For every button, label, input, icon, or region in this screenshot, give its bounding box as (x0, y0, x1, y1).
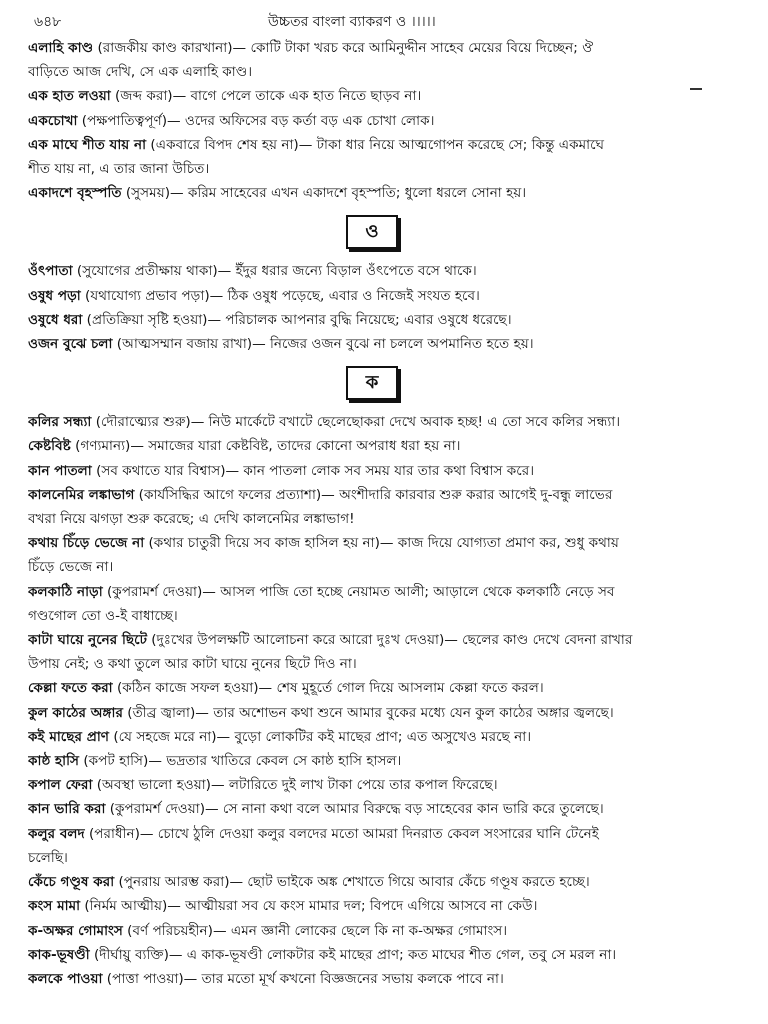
idiom-continuation: গণ্ডগোল তো ও-ই বাধাচ্ছে। (28, 607, 178, 624)
idiom-meaning-example: (যে সহজে মরে না)— বুড়ো লোকটির কই মাছের প্রাণ; এত অসুখেও মরছে না। (109, 728, 532, 745)
idiom-term: কাষ্ঠ হাসি (28, 753, 79, 770)
idiom-meaning-example: (তীব্র জ্বালা)— তার অশোভন কথা শুনে আমার বুকের মধ্যে যেন কুল কাঠের অঙ্গার জ্বলছে। (122, 704, 614, 721)
idiom-term: ওজন বুঝে চলা (28, 336, 113, 353)
idiom-entry (28, 332, 756, 356)
idiom-entry (28, 580, 756, 604)
idiom-entry (28, 822, 756, 846)
idiom-term: কেষ্টবিষ্ট (28, 438, 71, 455)
idiom-term: কালনেমির লঙ্কাভাগ (28, 486, 135, 503)
idiom-entry (28, 410, 756, 434)
section-letter-box (28, 356, 756, 410)
idiom-list (28, 36, 756, 991)
idiom-entry (28, 725, 756, 749)
idiom-term: কলকে পাওয়া (28, 970, 103, 987)
idiom-term: কলকাঠি নাড়া (28, 583, 103, 600)
idiom-entry (28, 894, 756, 918)
idiom-entry (28, 943, 756, 967)
page-header (0, 0, 768, 30)
idiom-continuation: বাড়িতে আজ দেখি, সে এক এলাহি কাণ্ড। (28, 64, 253, 81)
idiom-meaning-example: (কপট হাসি)— ভদ্রতার খাতিরে কেবল সে কাষ্ঠ হাসি হাসল। (79, 753, 402, 770)
idiom-continuation: বখরা নিয়ে ঝগড়া শুরু করেছে; এ দেখি কালনেমির লঙ্কাভাগ! (28, 511, 355, 528)
section-letter: ক (346, 366, 398, 400)
idiom-entry (28, 109, 756, 133)
idiom-meaning-example: (প্রতিক্রিয়া সৃষ্টি হওয়া)— পরিচালক আপনার বুদ্ধি নিয়েছে; এবার ওষুধে ধরেছে। (82, 311, 512, 328)
idiom-entry (28, 797, 756, 821)
idiom-continuation: উপায় নেই; ও কথা তুলে আর কাটা ঘায়ে নুনের ছিটে দিও না। (28, 656, 357, 673)
section-letter: ও (346, 215, 398, 249)
idiom-term: একচোখা (28, 112, 78, 129)
page-number: ৬৪৮ (34, 14, 62, 30)
idiom-meaning-example: (সুযোগের প্রতীক্ষায় থাকা)— ইঁদুর ধরার জন্যে বিড়াল ওঁৎপেতে বসে থাকে। (72, 263, 477, 280)
idiom-entry (28, 181, 756, 205)
idiom-term: কথায় চিঁড়ে ভেজে না (28, 535, 145, 552)
idiom-entry (28, 870, 756, 894)
idiom-entry (28, 133, 756, 157)
idiom-entry (28, 967, 756, 991)
idiom-term: কুল কাঠের অঙ্গার (28, 704, 123, 721)
idiom-term: কাটা ঘায়ে নুনের ছিটে (28, 632, 147, 649)
idiom-term: কলির সন্ধ্যা (28, 414, 92, 431)
idiom-meaning-example: (পুনরায় আরম্ভ করা)— ছোট ভাইকে অঙ্ক শেখাতে গিয়ে আবার কেঁচে গণ্ডূষ করতে হচ্ছে। (114, 874, 590, 891)
idiom-entry (28, 483, 756, 507)
idiom-meaning-example: (নির্মম আত্মীয়)— আত্মীয়রা সব যে কংস মামার দল; বিপদে এগিয়ে আসবে না কেউ। (80, 898, 538, 915)
idiom-term: কেঁচে গণ্ডূষ করা (28, 874, 115, 891)
idiom-entry (28, 84, 756, 108)
idiom-term: ক-অক্ষর গোমাংস (28, 922, 123, 939)
idiom-entry (28, 434, 756, 458)
idiom-entry (28, 749, 756, 773)
idiom-meaning-example: (কুপরামর্শ দেওয়া)— আসল পাজি তো হচ্ছে নেয়ামত আলী; আড়ালে থেকে কলকাঠি নেড়ে সব (102, 583, 615, 600)
idiom-meaning-example: (জব্দ করা)— বাগে পেলে তাকে এক হাত নিতে ছাড়ব না। (110, 88, 422, 105)
idiom-meaning-example: (কথার চাতুরী দিয়ে সব কাজ হাসিল হয় না)— কাজ দিয়ে যোগ্যতা প্রমাণ কর, শুধু কথায় (144, 535, 619, 552)
idiom-continuation: শীত যায় না, এ তার জানা উচিত। (28, 161, 210, 178)
idiom-entry (28, 628, 756, 652)
idiom-meaning-example: (পরাধীন)— চোখে ঠুলি দেওয়া কলুর বলদের মতো আমরা দিনরাত কেবল সংসারের ঘানি টেনেই (84, 825, 599, 842)
idiom-continuation: চিঁড়ে ভেজে না। (28, 559, 114, 576)
idiom-term: কলুর বলদ (28, 825, 85, 842)
idiom-meaning-example: (অবস্থা ভালো হওয়া)— লটারিতে দুই লাখ টাকা পেয়ে তার কপাল ফিরেছে। (92, 777, 498, 794)
idiom-meaning-example: (সুসময়)— করিম সাহেবের এখন একাদশে বৃহস্পতি; ধুলো ধরলে সোনা হয়। (121, 185, 527, 202)
idiom-term: এক মাঘে শীত যায় না (28, 136, 147, 153)
idiom-continuation: চলেছি। (28, 849, 68, 866)
idiom-meaning-example: (একবারে বিপদ শেষ হয় না)— টাকা ধার নিয়ে আত্মগোপন করেছে সে; কিন্তু একমাঘে (146, 136, 604, 153)
idiom-entry (28, 919, 756, 943)
idiom-meaning-example: (রাজকীয় কাণ্ড কারখানা)— কোটি টাকা খরচ করে আমিনুদ্দীন সাহেব মেয়ের বিয়ে দিচ্ছেন; ঔ (93, 40, 594, 56)
idiom-entry (28, 676, 756, 700)
idiom-meaning-example: (পক্ষপাতিত্বপূর্ণ)— ওদের অফিসের বড় কর্তা বড় এক চোখা লোক। (77, 112, 435, 129)
idiom-term: কান ভারি করা (28, 801, 106, 818)
idiom-term: কেল্লা ফতে করা (28, 680, 113, 697)
idiom-entry (28, 308, 756, 332)
idiom-term: এলাহি কাণ্ড (28, 40, 94, 56)
idiom-term: এক হাত লওয়া (28, 88, 111, 105)
idiom-meaning-example: (কুপরামর্শ দেওয়া)— সে নানা কথা বলে আমার বিরুদ্ধে বড় সাহেবের কান ভারি করে তুলেছে। (105, 801, 604, 818)
idiom-term: ওষুধ পড়া (28, 287, 81, 304)
idiom-term: ওষুধে ধরা (28, 311, 83, 328)
idiom-meaning-example: (কার্যসিদ্ধির আগে ফলের প্রত্যাশা)— অংশীদারি কারবার শুরু করার আগেই দু-বন্ধু লাভের (134, 486, 613, 503)
section-letter-box (28, 205, 756, 259)
idiom-meaning-example: (দীর্ঘায়ু ব্যক্তি)— এ কাক-ভূষণ্ডী লোকটার কই মাছের প্রাণ; কত মাঘের শীত গেল, তবু সে মরল না। (89, 946, 617, 963)
idiom-term: কপাল ফেরা (28, 777, 93, 794)
running-title: উচ্চতর বাংলা ব্যাকরণ ও ।।।।। (268, 14, 436, 30)
idiom-meaning-example: (বর্ণ পরিচয়হীন)— এমন জ্ঞানী লোকের ছেলে কি না ক-অক্ষর গোমাংস। (122, 922, 508, 939)
idiom-term: কই মাছের প্রাণ (28, 728, 110, 745)
idiom-entry (28, 284, 756, 308)
idiom-term: কান পাতলা (28, 462, 92, 479)
idiom-term: ওঁৎপাতা (28, 263, 73, 280)
idiom-entry (28, 701, 756, 725)
idiom-meaning-example: (সব কথাতে যার বিশ্বাস)— কান পাতলা লোক সব সময় যার তার কথা বিশ্বাস করে। (91, 462, 535, 479)
idiom-entry (28, 459, 756, 483)
idiom-entry (28, 259, 756, 283)
idiom-meaning-example: (যথাযোগ্য প্রভাব পড়া)— ঠিক ওষুধ পড়েছে, এবার ও নিজেই সংযত হবে। (80, 287, 480, 304)
idiom-entry (28, 531, 756, 555)
idiom-meaning-example: (আত্মসম্মান বজায় রাখা)— নিজের ওজন বুঝে না চললে অপমানিত হতে হয়। (112, 336, 534, 353)
idiom-meaning-example: (গণ্যমান্য)— সমাজের যারা কেষ্টবিষ্ট, তাদের কোনো অপরাধ ধরা হয় না। (70, 438, 461, 455)
idiom-entry (28, 36, 756, 60)
idiom-term: একাদশে বৃহস্পতি (28, 185, 122, 202)
idiom-meaning-example: (পাত্তা পাওয়া)— তার মতো মূর্খ কখনো বিজ্ঞজনের সভায় কলকে পাবে না। (102, 970, 504, 987)
idiom-entry (28, 773, 756, 797)
idiom-meaning-example: (দৌরাত্ম্যের শুরু)— নিউ মার্কেটে বখাটে ছেলেছোকরা দেখে অবাক হচ্ছ! এ তো সবে কলির সন্ধ্যা। (91, 414, 621, 431)
idiom-term: কাক-ভূষণ্ডী (28, 946, 90, 963)
idiom-term: কংস মামা (28, 898, 81, 915)
idiom-meaning-example: (দুঃখের উপলক্ষটি আলোচনা করে আরো দুঃখ দেওয়া)— ছেলের কাণ্ড দেখে বেদনা রাখার (146, 632, 633, 649)
idiom-meaning-example: (কঠিন কাজে সফল হওয়া)— শেষ মুহূর্তে গোল দিয়ে আসলাম কেল্লা ফতে করল। (112, 680, 544, 697)
